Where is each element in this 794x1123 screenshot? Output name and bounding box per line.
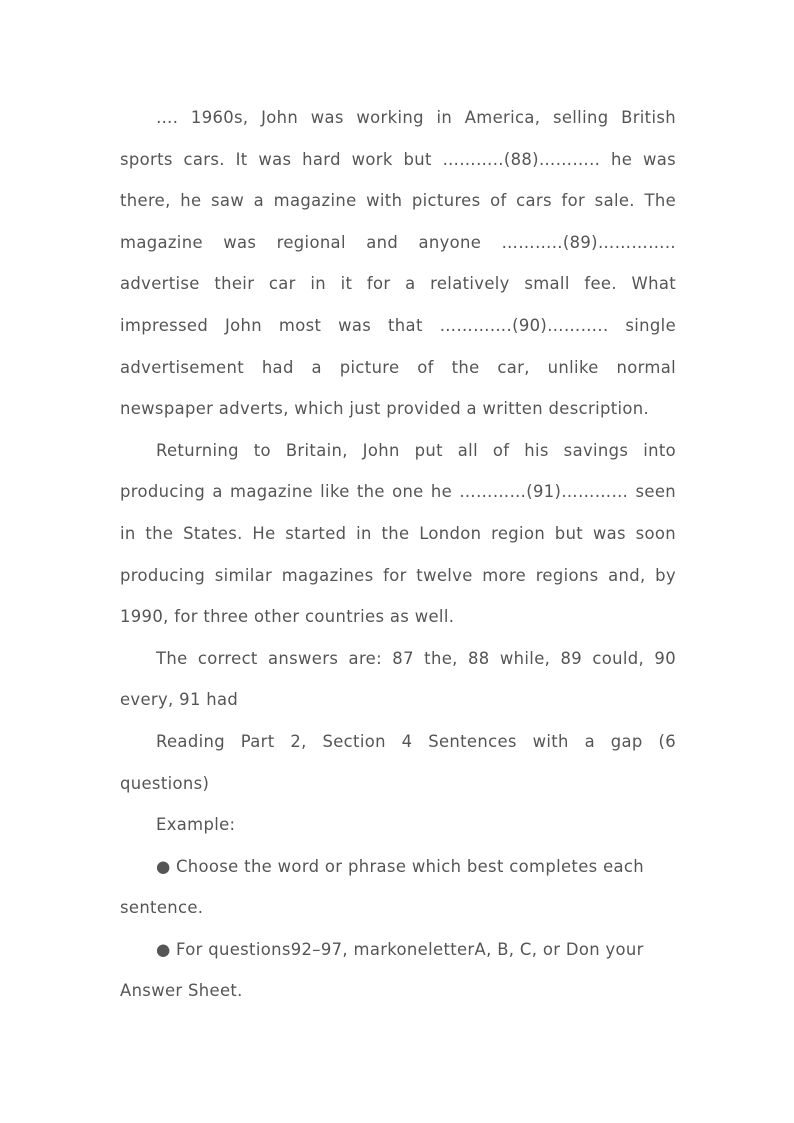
- passage-paragraph-1: …. 1960s, John was working in America, selling British sports cars. It was hard work but ………..(88)……….. he was there, he saw a magazine with pictures of cars for sale. The magazine was regional and anyone ………..(89)………….. advertise their car in it for a relatively small fee. What impressed John most was that ………….(90)……….. single advertisement had a picture of the car, unlike normal newspaper adverts, which just provided a written description.: [120, 108, 676, 419]
- instruction-item-2: [120, 929, 676, 1012]
- instruction-text-2: For questions92–97, markoneletterA, B, C, or Don your Answer Sheet.: [120, 939, 644, 1001]
- passage-paragraph-2: Returning to Britain, John put all of his savings into producing a magazine like the one he …………(91)………… seen in the States. He started in the London region but was soon producing similar magazines for twelve more regions and, by 1990, for three other countries as well.: [120, 440, 676, 627]
- section-heading: Reading Part 2, Section 4 Sentences with a gap (6 questions): [120, 731, 676, 793]
- example-label: Example:: [156, 815, 236, 835]
- instruction-text-1: Choose the word or phrase which best completes each sentence.: [120, 856, 645, 918]
- bullet-icon: ●: [156, 856, 171, 876]
- answers-line: The correct answers are: 87 the, 88 while, 89 could, 90 every, 91 had: [120, 648, 676, 710]
- instruction-item-1: [120, 846, 676, 929]
- bullet-icon: ●: [156, 939, 171, 959]
- document-page: [120, 97, 676, 1012]
